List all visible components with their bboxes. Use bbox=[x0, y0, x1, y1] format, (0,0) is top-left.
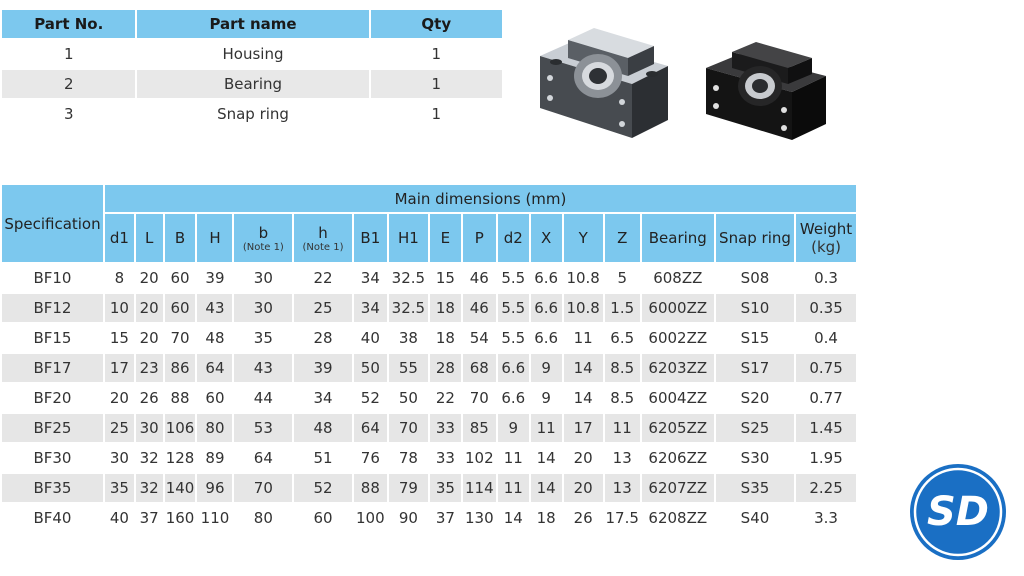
spec-cell: 10.8 bbox=[564, 294, 603, 322]
spec-header-label: B bbox=[174, 229, 186, 247]
parts-header-row bbox=[2, 10, 502, 38]
spec-header-label: d2 bbox=[503, 229, 523, 247]
spec-header-label: d1 bbox=[109, 229, 129, 247]
spec-cell: S08 bbox=[716, 264, 794, 292]
spec-cell: 34 bbox=[354, 294, 387, 322]
spec-header-label: Weight bbox=[799, 220, 853, 238]
spec-cell: 54 bbox=[463, 324, 496, 352]
spec-cell: 20 bbox=[105, 384, 134, 412]
spec-cell: 40 bbox=[354, 324, 387, 352]
spec-row bbox=[2, 414, 856, 442]
spec-model-cell: BF30 bbox=[2, 444, 103, 472]
spec-cell: 5 bbox=[605, 264, 640, 292]
spec-cell: 70 bbox=[389, 414, 428, 442]
spec-cell: 106 bbox=[165, 414, 196, 442]
spec-cell: 48 bbox=[294, 414, 352, 442]
parts-cell: 1 bbox=[371, 100, 502, 128]
spec-cell: 30 bbox=[234, 294, 292, 322]
spec-cell: 128 bbox=[165, 444, 196, 472]
spec-cell: 39 bbox=[197, 264, 232, 292]
spec-cell: 32.5 bbox=[389, 294, 428, 322]
spec-cell: 60 bbox=[197, 384, 232, 412]
spec-cell: 79 bbox=[389, 474, 428, 502]
spec-cell: 60 bbox=[165, 294, 196, 322]
spec-header-col bbox=[498, 214, 529, 262]
spec-model-cell: BF35 bbox=[2, 474, 103, 502]
parts-cell: 2 bbox=[2, 70, 135, 98]
spec-cell: 0.35 bbox=[796, 294, 856, 322]
spec-cell: 22 bbox=[294, 264, 352, 292]
spec-row bbox=[2, 264, 856, 292]
spec-header-label: Z bbox=[617, 229, 628, 247]
spec-cell: 32.5 bbox=[389, 264, 428, 292]
spec-cell: 33 bbox=[430, 444, 461, 472]
spec-cell: 35 bbox=[105, 474, 134, 502]
spec-cell: 6.6 bbox=[531, 264, 562, 292]
spec-cell: 14 bbox=[531, 474, 562, 502]
spec-header-col bbox=[389, 214, 428, 262]
spec-cell: 8.5 bbox=[605, 384, 640, 412]
spec-cell: 88 bbox=[354, 474, 387, 502]
spec-cell: 17 bbox=[105, 354, 134, 382]
spec-cell: 10 bbox=[105, 294, 134, 322]
parts-cell: 1 bbox=[371, 70, 502, 98]
spec-cell: 14 bbox=[531, 444, 562, 472]
spec-cell: 28 bbox=[294, 324, 352, 352]
spec-cell: 44 bbox=[234, 384, 292, 412]
spec-cell: 6004ZZ bbox=[642, 384, 714, 412]
spec-cell: 70 bbox=[234, 474, 292, 502]
spec-cell: 2.25 bbox=[796, 474, 856, 502]
spec-cell: 6002ZZ bbox=[642, 324, 714, 352]
spec-cell: S30 bbox=[716, 444, 794, 472]
spec-cell: 11 bbox=[605, 414, 640, 442]
spec-header-col bbox=[564, 214, 603, 262]
spec-header-row-2 bbox=[2, 214, 856, 262]
parts-header-part-no: Part No. bbox=[2, 10, 135, 38]
spec-cell: 48 bbox=[197, 324, 232, 352]
spec-cell: 10.8 bbox=[564, 264, 603, 292]
spec-cell: 110 bbox=[197, 504, 232, 532]
spec-header-specification: Specification bbox=[2, 185, 103, 262]
spec-header-note: (kg) bbox=[811, 238, 842, 256]
spec-cell: 64 bbox=[197, 354, 232, 382]
spec-header-col bbox=[430, 214, 461, 262]
spec-cell: 102 bbox=[463, 444, 496, 472]
spec-cell: 60 bbox=[165, 264, 196, 292]
spec-row bbox=[2, 324, 856, 352]
spec-cell: 34 bbox=[294, 384, 352, 412]
sd-logo bbox=[906, 462, 1010, 562]
spec-header-label: L bbox=[145, 229, 154, 247]
spec-cell: 6206ZZ bbox=[642, 444, 714, 472]
spec-cell: 6000ZZ bbox=[642, 294, 714, 322]
spec-cell: S35 bbox=[716, 474, 794, 502]
spec-cell: 88 bbox=[165, 384, 196, 412]
spec-cell: 11 bbox=[498, 474, 529, 502]
spec-cell: 18 bbox=[430, 324, 461, 352]
spec-cell: 14 bbox=[498, 504, 529, 532]
spec-cell: 0.3 bbox=[796, 264, 856, 292]
housing-silver-image bbox=[532, 14, 674, 142]
spec-cell: 35 bbox=[234, 324, 292, 352]
spec-header-note: (Note 1) bbox=[302, 241, 344, 253]
parts-row bbox=[2, 70, 502, 98]
spec-header-row-1 bbox=[2, 185, 856, 212]
spec-row bbox=[2, 444, 856, 472]
spec-cell: 100 bbox=[354, 504, 387, 532]
spec-cell: 0.75 bbox=[796, 354, 856, 382]
spec-header-col bbox=[234, 214, 292, 262]
spec-cell: 35 bbox=[430, 474, 461, 502]
spec-cell: 51 bbox=[294, 444, 352, 472]
spec-table-body bbox=[2, 264, 856, 532]
parts-row bbox=[2, 100, 502, 128]
spec-cell: 53 bbox=[234, 414, 292, 442]
spec-cell: 52 bbox=[294, 474, 352, 502]
spec-cell: 8 bbox=[105, 264, 134, 292]
parts-row bbox=[2, 40, 502, 68]
spec-cell: 6.6 bbox=[498, 384, 529, 412]
spec-cell: 34 bbox=[354, 264, 387, 292]
housing-black-image bbox=[700, 30, 832, 144]
spec-cell: 90 bbox=[389, 504, 428, 532]
spec-cell: 9 bbox=[498, 414, 529, 442]
spec-model-cell: BF20 bbox=[2, 384, 103, 412]
spec-cell: 39 bbox=[294, 354, 352, 382]
spec-cell: 0.77 bbox=[796, 384, 856, 412]
spec-cell: 43 bbox=[197, 294, 232, 322]
spec-cell: 25 bbox=[105, 414, 134, 442]
spec-header-label: b bbox=[258, 223, 269, 242]
spec-cell: 17 bbox=[564, 414, 603, 442]
spec-header-col bbox=[105, 214, 134, 262]
spec-cell: 6.6 bbox=[498, 354, 529, 382]
parts-table bbox=[0, 8, 504, 130]
spec-cell: 38 bbox=[389, 324, 428, 352]
parts-cell: 3 bbox=[2, 100, 135, 128]
spec-cell: 80 bbox=[234, 504, 292, 532]
spec-header-note: (Note 1) bbox=[242, 241, 284, 253]
spec-row bbox=[2, 294, 856, 322]
spec-row bbox=[2, 504, 856, 532]
spec-cell: S17 bbox=[716, 354, 794, 382]
spec-model-cell: BF15 bbox=[2, 324, 103, 352]
spec-header-label: E bbox=[440, 229, 451, 247]
spec-cell: 11 bbox=[498, 444, 529, 472]
spec-header-col bbox=[605, 214, 640, 262]
spec-cell: 64 bbox=[234, 444, 292, 472]
spec-cell: 46 bbox=[463, 294, 496, 322]
parts-header-part-name: Part name bbox=[137, 10, 368, 38]
spec-cell: 6203ZZ bbox=[642, 354, 714, 382]
spec-cell: 89 bbox=[197, 444, 232, 472]
spec-cell: 6.5 bbox=[605, 324, 640, 352]
spec-cell: 130 bbox=[463, 504, 496, 532]
spec-header-col bbox=[165, 214, 196, 262]
spec-cell: 64 bbox=[354, 414, 387, 442]
spec-header-label: H1 bbox=[397, 229, 419, 247]
parts-cell: Bearing bbox=[137, 70, 368, 98]
spec-cell: 20 bbox=[136, 294, 163, 322]
spec-cell: 37 bbox=[136, 504, 163, 532]
spec-cell: 114 bbox=[463, 474, 496, 502]
spec-cell: 140 bbox=[165, 474, 196, 502]
spec-cell: 37 bbox=[430, 504, 461, 532]
spec-cell: 13 bbox=[605, 444, 640, 472]
spec-row bbox=[2, 474, 856, 502]
spec-cell: S25 bbox=[716, 414, 794, 442]
spec-model-cell: BF10 bbox=[2, 264, 103, 292]
spec-header-label: h bbox=[318, 223, 328, 242]
spec-cell: 608ZZ bbox=[642, 264, 714, 292]
spec-cell: 33 bbox=[430, 414, 461, 442]
spec-cell: 6.6 bbox=[531, 294, 562, 322]
spec-cell: 20 bbox=[136, 324, 163, 352]
spec-header-col bbox=[136, 214, 163, 262]
parts-cell: 1 bbox=[2, 40, 135, 68]
spec-header-label: B1 bbox=[360, 229, 381, 247]
spec-cell: 9 bbox=[531, 384, 562, 412]
spec-cell: 14 bbox=[564, 384, 603, 412]
spec-header-col bbox=[197, 214, 232, 262]
parts-cell: Housing bbox=[137, 40, 368, 68]
spec-header-label: Y bbox=[578, 229, 588, 247]
spec-cell: 70 bbox=[463, 384, 496, 412]
spec-cell: 20 bbox=[564, 444, 603, 472]
spec-cell: 78 bbox=[389, 444, 428, 472]
spec-cell: 11 bbox=[564, 324, 603, 352]
spec-cell: 160 bbox=[165, 504, 196, 532]
parts-cell: 1 bbox=[371, 40, 502, 68]
spec-header-label: H bbox=[209, 229, 221, 247]
spec-cell: 60 bbox=[294, 504, 352, 532]
spec-cell: 86 bbox=[165, 354, 196, 382]
spec-cell: 52 bbox=[354, 384, 387, 412]
spec-header-col bbox=[354, 214, 387, 262]
spec-cell: 0.4 bbox=[796, 324, 856, 352]
spec-cell: 30 bbox=[105, 444, 134, 472]
spec-model-cell: BF40 bbox=[2, 504, 103, 532]
spec-cell: 17.5 bbox=[605, 504, 640, 532]
spec-cell: 5.5 bbox=[498, 264, 529, 292]
parts-header-qty: Qty bbox=[371, 10, 502, 38]
spec-cell: 68 bbox=[463, 354, 496, 382]
spec-cell: 76 bbox=[354, 444, 387, 472]
spec-header-label: Snap ring bbox=[719, 229, 791, 247]
spec-cell: S20 bbox=[716, 384, 794, 412]
spec-cell: 15 bbox=[105, 324, 134, 352]
spec-header-col bbox=[642, 214, 714, 262]
spec-header-main-dimensions: Main dimensions (mm) bbox=[105, 185, 856, 212]
spec-cell: 6208ZZ bbox=[642, 504, 714, 532]
spec-row bbox=[2, 354, 856, 382]
spec-row bbox=[2, 384, 856, 412]
spec-cell: 5.5 bbox=[498, 294, 529, 322]
spec-cell: S10 bbox=[716, 294, 794, 322]
spec-cell: 18 bbox=[430, 294, 461, 322]
spec-cell: 26 bbox=[564, 504, 603, 532]
spec-cell: 43 bbox=[234, 354, 292, 382]
spec-cell: 40 bbox=[105, 504, 134, 532]
spec-cell: 1.5 bbox=[605, 294, 640, 322]
spec-cell: 6.6 bbox=[531, 324, 562, 352]
spec-cell: 6207ZZ bbox=[642, 474, 714, 502]
spec-cell: 14 bbox=[564, 354, 603, 382]
spec-cell: 50 bbox=[389, 384, 428, 412]
spec-header-label: P bbox=[474, 229, 484, 247]
spec-cell: 13 bbox=[605, 474, 640, 502]
spec-cell: 80 bbox=[197, 414, 232, 442]
spec-cell: 1.45 bbox=[796, 414, 856, 442]
spec-model-cell: BF17 bbox=[2, 354, 103, 382]
spec-cell: 26 bbox=[136, 384, 163, 412]
spec-cell: 85 bbox=[463, 414, 496, 442]
spec-cell: 70 bbox=[165, 324, 196, 352]
spec-table bbox=[0, 183, 858, 534]
spec-header-col bbox=[463, 214, 496, 262]
spec-cell: 5.5 bbox=[498, 324, 529, 352]
spec-cell: S15 bbox=[716, 324, 794, 352]
spec-header-label: X bbox=[540, 229, 552, 247]
spec-cell: 1.95 bbox=[796, 444, 856, 472]
spec-cell: 18 bbox=[531, 504, 562, 532]
spec-cell: 55 bbox=[389, 354, 428, 382]
spec-cell: 8.5 bbox=[605, 354, 640, 382]
spec-cell: 32 bbox=[136, 474, 163, 502]
spec-cell: 46 bbox=[463, 264, 496, 292]
spec-cell: 3.3 bbox=[796, 504, 856, 532]
spec-cell: 11 bbox=[531, 414, 562, 442]
spec-cell: 15 bbox=[430, 264, 461, 292]
spec-cell: 30 bbox=[136, 414, 163, 442]
spec-cell: 30 bbox=[234, 264, 292, 292]
spec-cell: 23 bbox=[136, 354, 163, 382]
spec-cell: 25 bbox=[294, 294, 352, 322]
spec-model-cell: BF25 bbox=[2, 414, 103, 442]
spec-header-col bbox=[796, 214, 856, 262]
spec-cell: 20 bbox=[136, 264, 163, 292]
spec-cell: 50 bbox=[354, 354, 387, 382]
spec-cell: 9 bbox=[531, 354, 562, 382]
spec-cell: 6205ZZ bbox=[642, 414, 714, 442]
spec-cell: 28 bbox=[430, 354, 461, 382]
parts-cell: Snap ring bbox=[137, 100, 368, 128]
spec-header-col bbox=[531, 214, 562, 262]
spec-cell: 20 bbox=[564, 474, 603, 502]
spec-cell: 22 bbox=[430, 384, 461, 412]
spec-header-col bbox=[294, 214, 352, 262]
spec-model-cell: BF12 bbox=[2, 294, 103, 322]
spec-cell: 96 bbox=[197, 474, 232, 502]
spec-header-col bbox=[716, 214, 794, 262]
spec-cell: 32 bbox=[136, 444, 163, 472]
spec-header-label: Bearing bbox=[648, 229, 707, 247]
spec-cell: S40 bbox=[716, 504, 794, 532]
logo-text: SD bbox=[926, 489, 990, 535]
